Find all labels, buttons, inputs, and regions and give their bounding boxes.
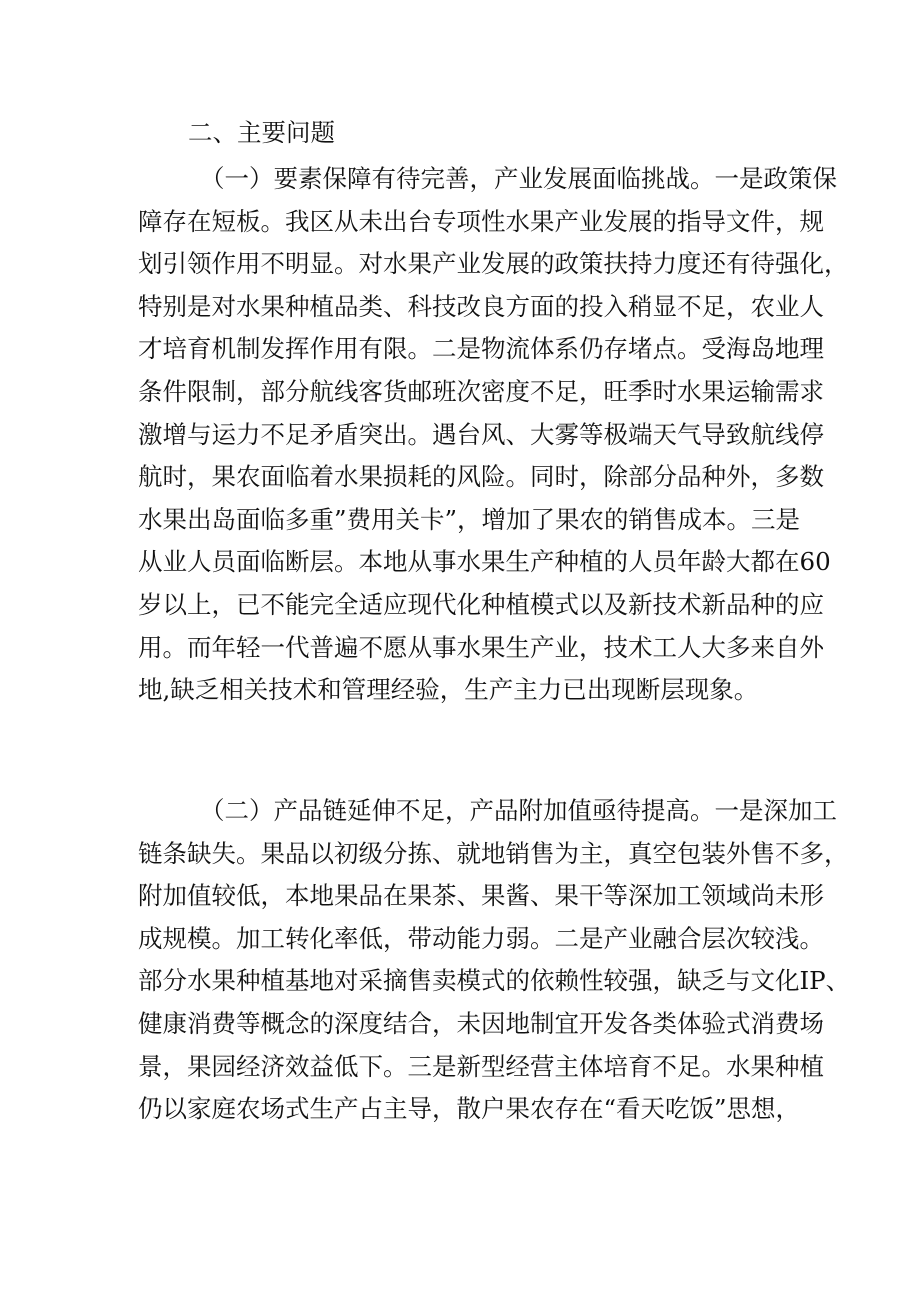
text-line: 附加值较低，本地果品在果茶、果酱、果干等深加工领域尚未形 — [138, 881, 824, 911]
text-line: 用。而年轻一代普遍不愿从事水果生产业，技术工人大多来自外 — [138, 632, 824, 662]
text-line: 链条缺失。果品以初级分拣、就地销售为主，真空包装外售不多， — [138, 838, 849, 868]
text-line: 激增与运力不足矛盾突出。遇台风、大雾等极端天气导致航线停 — [138, 419, 824, 449]
text-line: 障存在短板。我区从未出台专项性水果产业发展的指导文件，规 — [138, 206, 824, 236]
text-line: 水果出岛面临多重”费用关卡”，增加了果农的销售成本。三是 — [138, 504, 801, 534]
text-line: （一）要素保障有待完善，产业发展面临挑战。一是政策保 — [200, 164, 837, 193]
text-line: 条件限制，部分航线客货邮班次密度不足，旺季时水果运输需求 — [138, 377, 824, 406]
text-line: 岁以上，已不能完全适应现代化种植模式以及新技术新品种的应 — [138, 590, 824, 619]
text-line: 航时，果农面临着水果损耗的风险。同时，除部分品种外，多数 — [138, 462, 824, 492]
text-line: 部分水果种植基地对采摘售卖模式的依赖性较强，缺乏与文化IP、 — [138, 966, 851, 996]
text-line: 景，果园经济效益低下。三是新型经营主体培育不足。水果种植 — [138, 1051, 824, 1081]
text-line: 从业人员面临断层。本地从事水果生产种植的人员年龄大都在60 — [138, 547, 831, 577]
text-line: 健康消费等概念的深度结合，未因地制宜开发各类体验式消费场 — [138, 1009, 824, 1038]
text-line: （二）产品链延伸不足，产品附加值亟待提高。一是深加工 — [200, 796, 837, 825]
section-heading: 二、主要问题 — [188, 118, 335, 147]
text-line: 仍以家庭农场式生产占主导，散户果农存在“看天吃饭”思想， — [138, 1094, 801, 1124]
text-line: 特别是对水果种植品类、科技改良方面的投入稍显不足，农业人 — [138, 291, 824, 321]
text-line: 地,缺乏相关技术和管理经验，生产主力已出现断层现象。 — [138, 675, 759, 705]
text-line: 划引领作用不明显。对水果产业发展的政策扶持力度还有待强化， — [138, 249, 849, 279]
text-line: 才培育机制发挥作用有限。二是物流体系仍存堵点。受海岛地理 — [138, 334, 824, 364]
text-line: 成规模。加工转化率低，带动能力弱。二是产业融合层次较浅。 — [138, 923, 824, 953]
